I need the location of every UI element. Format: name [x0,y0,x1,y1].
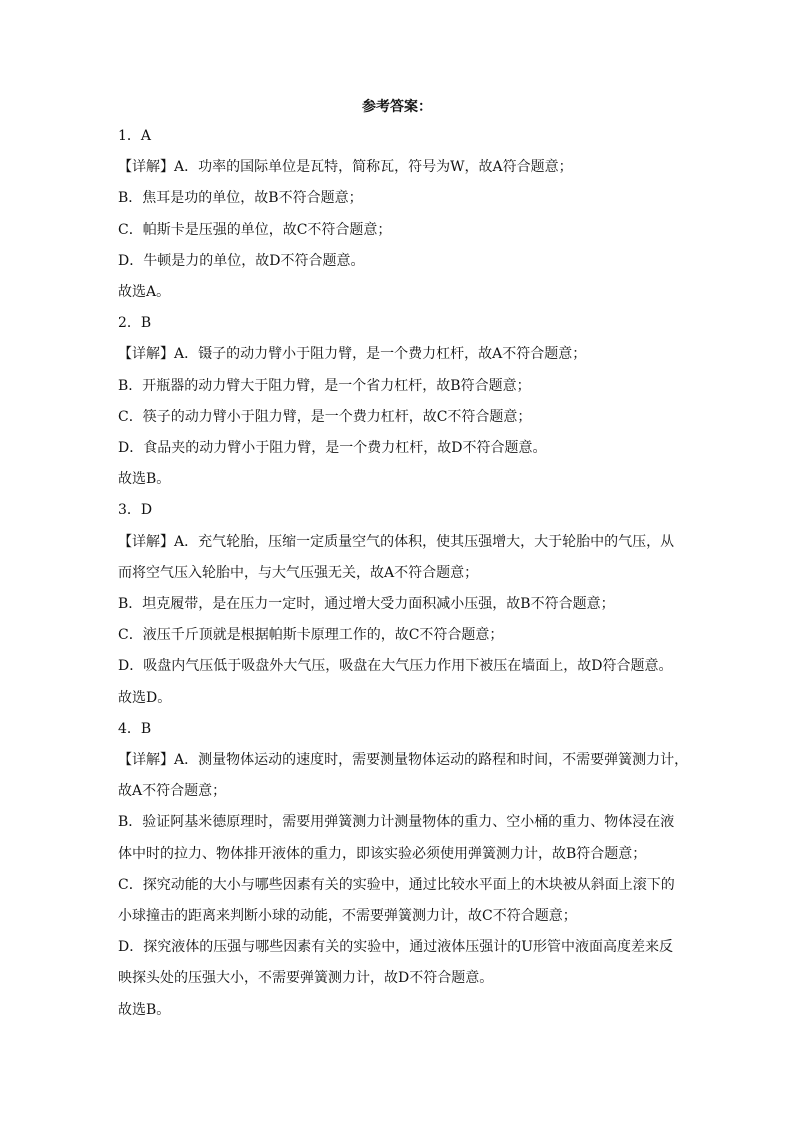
answer-line: C．筷子的动力臂小于阻力臂，是一个费力杠杆，故C不符合题意； [118,408,532,425]
answer-conclusion: 故选D。 [118,689,172,706]
answer-line: B．焦耳是功的单位，故B不符合题意； [118,190,363,207]
answer-line: 小球撞击的距离来判断小球的动能，不需要弹簧测力计，故C不符合题意； [118,908,577,925]
answer-line: B．坦克履带，是在压力一定时，通过增大受力面积减小压强，故B不符合题意； [118,596,615,613]
answer-line: 故A不符合题意； [118,783,227,800]
answer-conclusion: 故选A。 [118,284,171,301]
answer-line: B．验证阿基米德原理时，需要用弹簧测力计测量物体的重力、空小桶的重力、物体浸在液 [118,814,675,831]
answer-number-3: 3．D [118,502,153,519]
answer-line: 而将空气压入轮胎中，与大气压强无关，故A不符合题意； [118,564,479,581]
answer-line: C．帕斯卡是压强的单位，故C不符合题意； [118,221,392,238]
answer-line: 【详解】A．测量物体运动的速度时，需要测量物体运动的路程和时间，不需要弹簧测力计， [118,752,689,769]
answer-line: D．吸盘内气压低于吸盘外大气压，吸盘在大气压力作用下被压在墙面上，故D符合题意。 [118,658,673,675]
answer-number-1: 1．A [118,128,152,144]
answer-conclusion: 故选B。 [118,471,171,488]
page-title: 参考答案： [362,99,432,115]
answer-line: 【详解】A．充气轮胎，压缩一定质量空气的体积，使其压强增大，大于轮胎中的气压，从 [118,533,675,550]
answer-line: 映探头处的压强大小，不需要弹簧测力计，故D不符合题意。 [118,970,494,987]
answer-line: D．食品夹的动力臂小于阻力臂，是一个费力杠杆，故D不符合题意。 [118,440,547,457]
answer-line: C．探究动能的大小与哪些因素有关的实验中，通过比较水平面上的木块被从斜面上滚下的 [118,876,675,893]
answer-line: B．开瓶器的动力臂大于阻力臂，是一个省力杠杆，故B符合题意； [118,377,531,394]
answer-line: 体中时的拉力、物体排开液体的重力，即该实验必须使用弹簧测力计，故B符合题意； [118,845,647,862]
answer-conclusion: 故选B。 [118,1001,171,1018]
answer-content [118,121,689,1026]
answer-line: 【详解】A．镊子的动力臂小于阻力臂，是一个费力杠杆，故A不符合题意； [118,346,587,363]
answer-number-2: 2．B [118,315,152,332]
answer-line: D．探究液体的压强与哪些因素有关的实验中，通过液体压强计的U形管中液面高度差来反 [118,939,674,956]
answer-number-4: 4．B [118,720,152,737]
answer-line: 【详解】A．功率的国际单位是瓦特，简称瓦，符号为W，故A符合题意； [118,159,573,176]
answer-line: D．牛顿是力的单位，故D不符合题意。 [118,252,365,269]
answer-line: C．液压千斤顶就是根据帕斯卡原理工作的，故C不符合题意； [118,627,504,644]
